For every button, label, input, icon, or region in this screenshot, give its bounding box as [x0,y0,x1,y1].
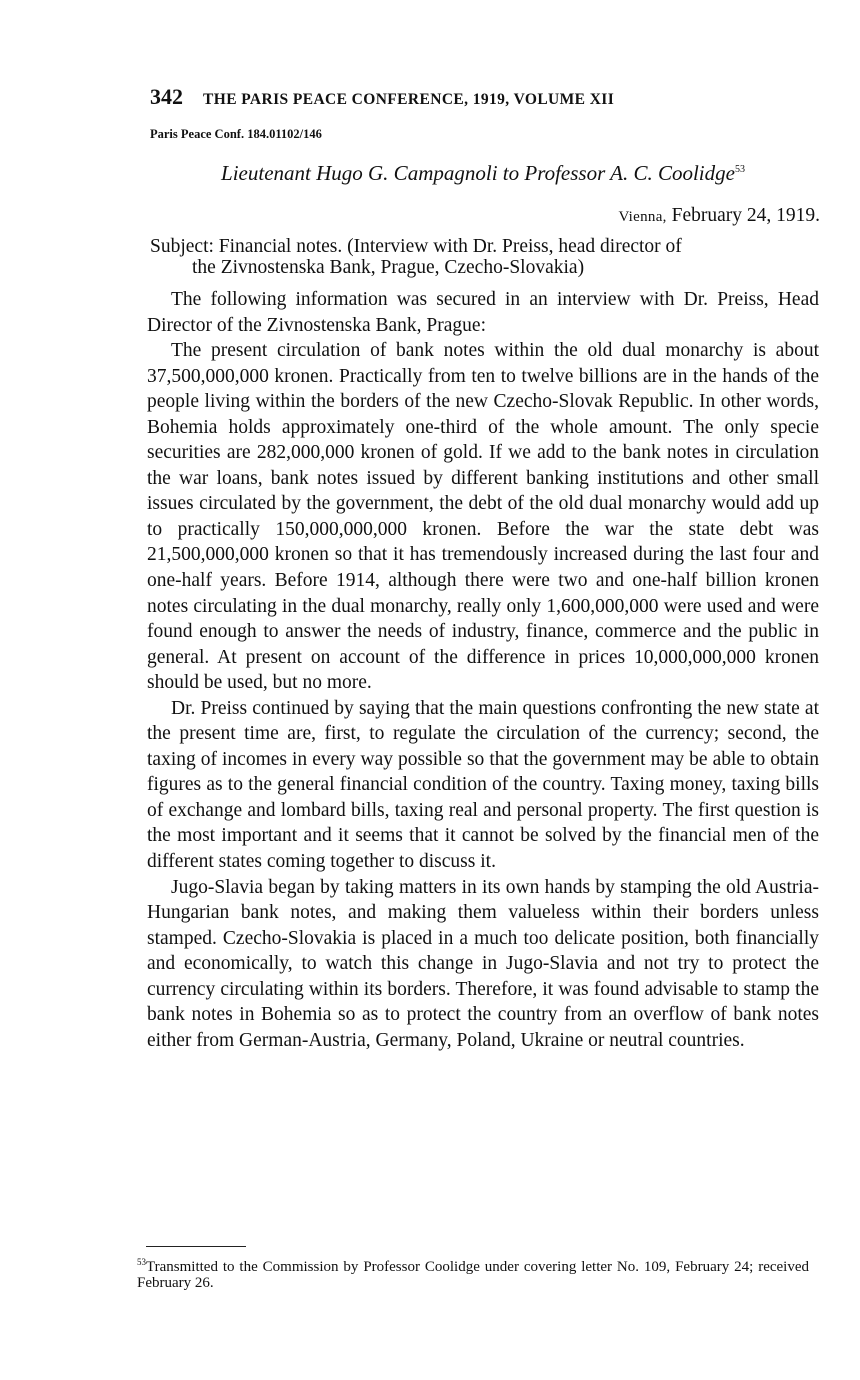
document-title: Lieutenant Hugo G. Campagnoli to Professor A. C. Coolidge [221,161,735,185]
title-footnote-marker: 53 [734,164,745,175]
file-reference: Paris Peace Conf. 184.01102/146 [150,127,322,141]
footnote-number: 53 [137,1257,146,1267]
paragraph-intro: The following information was secured in an interview with Dr. Preiss, Head Director of the Zivnostenska Bank, Prague: [147,289,819,336]
subject-line-2: the Zivnostenska Bank, Prague, Czecho-Slovakia) [192,257,585,278]
footnote-divider [146,1246,246,1247]
body-text [147,287,819,1053]
document-title-line [150,161,816,186]
footnote-text: Transmitted to the Commission by Professor Coolidge under covering letter No. 109, February 24; received February 26. [137,1259,809,1291]
subject-line-1: Subject: Financial notes. (Interview with Dr. Preiss, head director of [150,236,682,257]
subject-block [150,236,824,278]
footnote [137,1259,809,1291]
paragraph-questions: Dr. Preiss continued by saying that the main questions confronting the new state at the present time are, first, to regulate the circulation of the currency; second, the taxing of incomes in every way possible so that the government may be able to obtain figures as to the general financial condition of the country. Taxing money, taxing bills of exchange and lombard bills, taxing real and personal property. The first question is the most important and it seems that it cannot be solved by the financial men of the different states coming together to discuss it. [147,697,819,873]
running-title: THE PARIS PEACE CONFERENCE, 1919, VOLUME XII [203,91,615,108]
dateline [618,205,820,227]
page-number: 342 [150,84,183,109]
running-head [150,84,750,110]
place: Vienna, [618,209,667,225]
paragraph-jugo-slavia: Jugo-Slavia began by taking matters in its own hands by stamping the old Austria-Hungarian bank notes, and making them valueless within their borders unless stamped. Czecho-Slovakia is placed in a much too delicate position, both financially and economically, to watch this change in Jugo-Slavia and not try to protect the currency circulating within its borders. Therefore, it was found advisable to stamp the bank notes in Bohemia so as to protect the country from an overflow of bank notes either from German-Austria, Germany, Poland, Ukraine or neutral countries. [147,876,819,1051]
paragraph-circulation: The present circulation of bank notes within the old dual monarchy is about 37,500,000,000 kronen. Practically from ten to twelve billions are in the hands of the people living within the borders of the new Czecho-Slovak Republic. In other words, Bohemia holds approximately one-third of the whole amount. The only specie securities are 282,000,000 kronen of gold. If we add to the bank notes in circulation the war loans, bank notes issued by different banking institutions and other small issues circulated by the government, the debt of the old dual monarchy would add up to practically 150,000,000,000 kronen. Before the war the state debt was 21,500,000,000 kronen so that it has tremendously increased during the last four and one-half years. Before 1914, although there were two and one-half billion kronen notes circulating in the dual monarchy, really only 1,600,000,000 were used and were found enough to answer the needs of industry, finance, commerce and the public in general. At present on account of the difference in prices 10,000,000,000 kronen should be used, but no more. [147,340,819,694]
date: February 24, 1919. [671,205,820,226]
